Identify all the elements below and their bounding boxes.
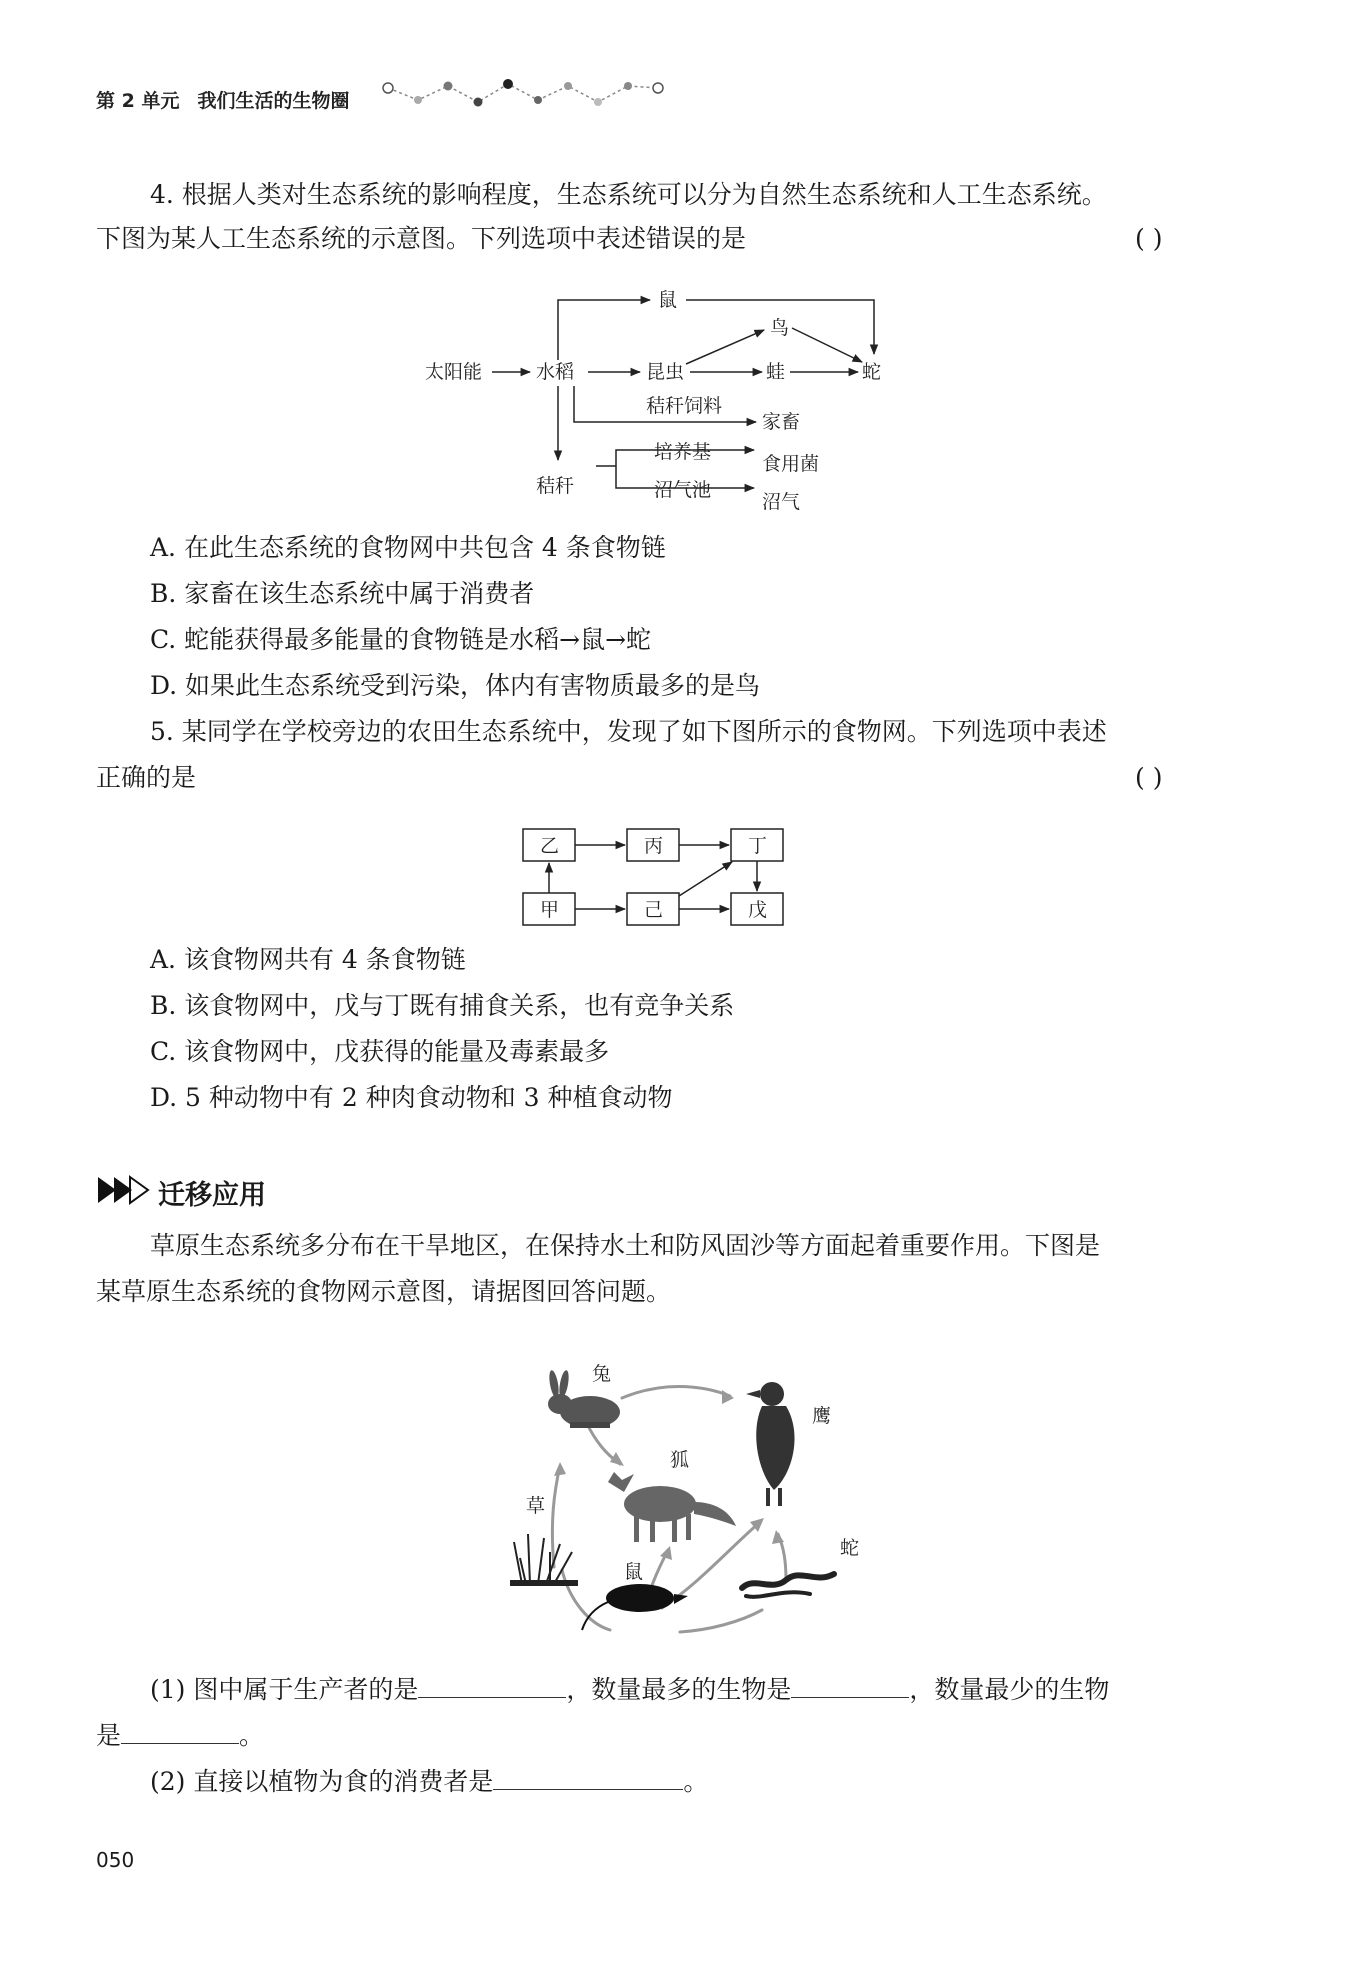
q4-option-d: D. 如果此生态系统受到污染，体内有害物质最多的是鸟 bbox=[150, 671, 761, 700]
q1-blank-producer[interactable] bbox=[418, 1671, 566, 1698]
label-frog: 蛙 bbox=[766, 361, 786, 383]
header-decoration bbox=[380, 74, 670, 114]
fox-icon bbox=[608, 1472, 736, 1542]
section-intro-line2: 某草原生态系统的食物网示意图，请据图回答问题。 bbox=[96, 1277, 672, 1306]
q1-end: 。 bbox=[239, 1721, 265, 1750]
label-rice: 水稻 bbox=[536, 361, 575, 383]
label-livestock: 家畜 bbox=[762, 411, 801, 433]
q5-option-d: D. 5 种动物中有 2 种肉食动物和 3 种植食动物 bbox=[150, 1083, 673, 1112]
label-straw-feed: 秸秆饲料 bbox=[646, 395, 723, 417]
unit-title: 我们生活的生物圈 bbox=[197, 90, 350, 112]
q4-option-c: C. 蛇能获得最多能量的食物链是水稻→鼠→蛇 bbox=[150, 625, 652, 654]
q4-answer-bracket: ( ) bbox=[1135, 224, 1163, 253]
q4-option-b: B. 家畜在该生态系统中属于消费者 bbox=[150, 579, 535, 608]
q5-option-c: C. 该食物网中，戊获得的能量及毒素最多 bbox=[150, 1037, 610, 1066]
q1-blank-most-numerous[interactable] bbox=[791, 1671, 909, 1698]
section-intro-line1: 草原生态系统多分布在干旱地区，在保持水土和防风固沙等方面起着重要作用。下图是 bbox=[150, 1231, 1101, 1260]
q5-answer-bracket: ( ) bbox=[1135, 763, 1163, 792]
page-number: 050 bbox=[96, 1848, 135, 1872]
fill-question-1-cont bbox=[96, 1713, 264, 1759]
label-snake: 蛇 bbox=[862, 361, 882, 383]
snake-icon bbox=[742, 1574, 834, 1597]
double-arrow-icon bbox=[96, 1173, 152, 1207]
label-bird: 鸟 bbox=[770, 317, 790, 339]
label-mouse: 鼠 bbox=[624, 1561, 644, 1583]
q2-blank-primary-consumer[interactable] bbox=[493, 1763, 683, 1790]
q2-end: 。 bbox=[683, 1767, 709, 1796]
label-sun: 太阳能 bbox=[425, 361, 483, 383]
box-label-wu: 戊 bbox=[748, 899, 768, 921]
box-label-jia: 甲 bbox=[540, 899, 560, 921]
q4-line2: 下图为某人工生态系统的示意图。下列选项中表述错误的是 bbox=[96, 224, 747, 253]
fill-question-2 bbox=[150, 1759, 708, 1805]
label-grass: 草 bbox=[526, 1495, 546, 1517]
box-label-bing: 丙 bbox=[644, 835, 664, 857]
label-straw: 秸秆 bbox=[536, 475, 575, 497]
box-label-yi: 乙 bbox=[540, 835, 560, 857]
label-biogas-pit: 沼气池 bbox=[654, 479, 712, 501]
q5-line1: 5. 某同学在学校旁边的农田生态系统中，发现了如下图所示的食物网。下列选项中表述 bbox=[150, 717, 1107, 746]
section-title: 迁移应用 bbox=[158, 1180, 266, 1211]
q5-option-b: B. 该食物网中，戊与丁既有捕食关系，也有竞争关系 bbox=[150, 991, 735, 1020]
fill-question-1 bbox=[150, 1667, 1109, 1713]
q1-part-b: ，数量最多的生物是 bbox=[566, 1675, 792, 1704]
label-snake: 蛇 bbox=[840, 1537, 860, 1559]
page-header bbox=[96, 86, 349, 113]
q5-line2: 正确的是 bbox=[96, 763, 197, 792]
grassland-food-web-illustration bbox=[510, 1362, 870, 1642]
q1-blank-least-numerous[interactable] bbox=[121, 1717, 239, 1744]
label-edible-fungus: 食用菌 bbox=[762, 453, 820, 475]
label-insect: 昆虫 bbox=[646, 361, 685, 383]
q1-part-a: (1) 图中属于生产者的是 bbox=[150, 1675, 419, 1704]
q4-line1: 4. 根据人类对生态系统的影响程度，生态系统可以分为自然生态系统和人工生态系统。 bbox=[150, 180, 1107, 209]
q2-part-a: (2) 直接以植物为食的消费者是 bbox=[150, 1767, 494, 1796]
q1-part-d: 是 bbox=[96, 1721, 122, 1750]
q1-part-c: ，数量最少的生物 bbox=[909, 1675, 1110, 1704]
label-fox: 狐 bbox=[670, 1449, 690, 1471]
box-label-ding: 丁 bbox=[748, 835, 768, 857]
unit-label: 第 2 单元 bbox=[96, 90, 180, 112]
label-culture-medium: 培养基 bbox=[654, 441, 712, 463]
eagle-icon bbox=[746, 1382, 795, 1506]
grass-icon bbox=[510, 1534, 578, 1586]
label-mouse: 鼠 bbox=[658, 289, 678, 311]
q4-option-a: A. 在此生态系统的食物网中共包含 4 条食物链 bbox=[150, 533, 666, 562]
q5-option-a: A. 该食物网共有 4 条食物链 bbox=[150, 945, 466, 974]
farmland-food-web-diagram bbox=[520, 820, 800, 930]
artificial-ecosystem-diagram bbox=[400, 280, 920, 520]
label-biogas: 沼气 bbox=[762, 491, 801, 513]
label-eagle: 鹰 bbox=[812, 1405, 832, 1427]
label-rabbit: 兔 bbox=[592, 1363, 612, 1385]
box-label-ji: 己 bbox=[644, 899, 664, 921]
